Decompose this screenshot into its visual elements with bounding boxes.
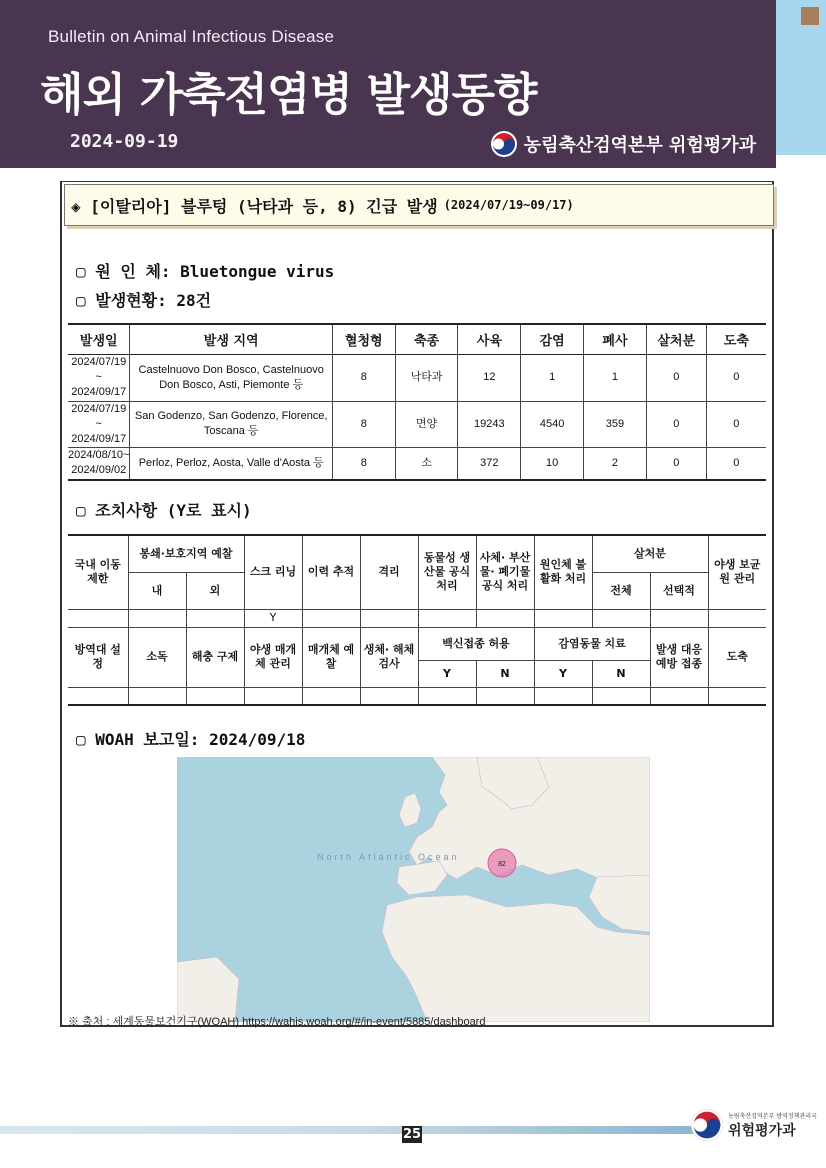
cell-date: 2024/07/19 ~ 2024/09/17 bbox=[68, 354, 130, 401]
value-cell bbox=[244, 687, 302, 705]
source-note: ※ 출처 : 세계동물보건기구(WOAH) https://wahis.woah.org/#/in-event/5885/dashboard bbox=[68, 1016, 486, 1028]
org-label bbox=[490, 130, 756, 158]
footer-org-text bbox=[728, 1111, 817, 1140]
cell-culled: 0 bbox=[646, 401, 706, 447]
hdr-vector-surveillance: 매개체 예찰 bbox=[302, 627, 360, 687]
cell-region: Castelnuovo Don Bosco, Castelnuovo Don Bosco, Asti, Piemonte 등 bbox=[130, 354, 332, 401]
measures-header-row-2a bbox=[68, 627, 766, 660]
taegeuk-logo-icon bbox=[690, 1108, 724, 1142]
value-cell bbox=[68, 609, 128, 627]
value-cell: Y bbox=[244, 609, 302, 627]
hdr-culling-select: 선택적 bbox=[650, 572, 708, 609]
bulletin-subtitle: Bulletin on Animal Infectious Disease bbox=[48, 27, 335, 46]
value-cell bbox=[128, 609, 186, 627]
hdr-wild-vector: 야생 매개체 관리 bbox=[244, 627, 302, 687]
cell-species: 낙타과 bbox=[395, 354, 458, 401]
value-cell bbox=[186, 609, 244, 627]
col-header: 축종 bbox=[395, 324, 458, 354]
hdr-disinfection: 소독 bbox=[128, 627, 186, 687]
hdr-slaughter: 도축 bbox=[708, 627, 766, 687]
value-cell bbox=[650, 609, 708, 627]
cell-infected: 4540 bbox=[521, 401, 584, 447]
cell-raised: 19243 bbox=[458, 401, 521, 447]
cell-serotype: 8 bbox=[332, 401, 395, 447]
measures-value-row-2 bbox=[68, 687, 766, 705]
hdr-prevent-vaccine: 발생 대응 예방 접종 bbox=[650, 627, 708, 687]
header-banner bbox=[0, 0, 776, 168]
taegeuk-logo-icon bbox=[490, 130, 518, 158]
page-number: 25 bbox=[402, 1127, 422, 1142]
hdr-zone: 봉쇄·보호지역 예찰 bbox=[128, 535, 244, 572]
cell-species: 면양 bbox=[395, 401, 458, 447]
page-title: 해외 가축전염병 발생동향 bbox=[40, 68, 537, 121]
report-card bbox=[60, 181, 774, 1027]
hdr-culling: 살처분 bbox=[592, 535, 708, 572]
hdr-product: 동물성 생산물 공식 처리 bbox=[418, 535, 476, 609]
measures-value-row-1 bbox=[68, 609, 766, 627]
table-row bbox=[68, 401, 766, 447]
value-cell bbox=[592, 609, 650, 627]
value-cell bbox=[68, 687, 128, 705]
hdr-zone-in: 내 bbox=[128, 572, 186, 609]
cell-dead: 2 bbox=[584, 447, 647, 480]
cell-infected: 10 bbox=[521, 447, 584, 480]
col-header: 발생 지역 bbox=[130, 324, 332, 354]
value-cell bbox=[360, 609, 418, 627]
woah-report-date: ▢ WOAH 보고일: 2024/09/18 bbox=[76, 730, 306, 749]
hdr-vaccine-y: Y bbox=[418, 660, 476, 687]
hdr-vaccine: 백신접종 허용 bbox=[418, 627, 534, 660]
cell-culled: 0 bbox=[646, 354, 706, 401]
measures-title: ▢ 조치사항 (Y로 표시) bbox=[76, 501, 252, 520]
footer-org-big: 위험평가과 bbox=[728, 1122, 796, 1139]
hdr-treatment-y: Y bbox=[534, 660, 592, 687]
cell-date: 2024/07/19 ~ 2024/09/17 bbox=[68, 401, 130, 447]
value-cell bbox=[302, 609, 360, 627]
cluster-count: 82 bbox=[498, 861, 506, 868]
section-title-text: ◈ [이탈리아] 블루텅 (낙타과 등, 8) 긴급 발생 bbox=[71, 196, 438, 216]
value-cell bbox=[476, 609, 534, 627]
value-cell bbox=[476, 687, 534, 705]
value-cell bbox=[128, 687, 186, 705]
section-title bbox=[64, 184, 774, 226]
hdr-wild-reservoir: 야생 보균원 관리 bbox=[708, 535, 766, 609]
ocean-label: North Atlantic Ocean bbox=[317, 852, 460, 862]
value-cell bbox=[360, 687, 418, 705]
cell-raised: 372 bbox=[458, 447, 521, 480]
cell-infected: 1 bbox=[521, 354, 584, 401]
value-cell bbox=[418, 687, 476, 705]
value-cell bbox=[534, 609, 592, 627]
cell-slaughtered: 0 bbox=[706, 447, 766, 480]
occurrence-header-row bbox=[68, 324, 766, 354]
outbreak-map[interactable] bbox=[177, 757, 650, 1022]
col-header: 혈청형 bbox=[332, 324, 395, 354]
col-header: 사육 bbox=[458, 324, 521, 354]
value-cell bbox=[534, 687, 592, 705]
hdr-domestic: 국내 이동 제한 bbox=[68, 535, 128, 609]
hdr-vital: 생체· 해체 검사 bbox=[360, 627, 418, 687]
cell-region: Perloz, Perloz, Aosta, Valle d'Aosta 등 bbox=[130, 447, 332, 480]
org-name: 농림축산검역본부 위험평가과 bbox=[523, 135, 756, 156]
corner-accent bbox=[801, 7, 819, 25]
cell-date: 2024/08/10~ 2024/09/02 bbox=[68, 447, 130, 480]
col-header: 감염 bbox=[521, 324, 584, 354]
col-header: 살처분 bbox=[646, 324, 706, 354]
footer-bar bbox=[0, 1126, 700, 1134]
hdr-inactivation: 원인체 불활화 처리 bbox=[534, 535, 592, 609]
cell-dead: 359 bbox=[584, 401, 647, 447]
hdr-trace: 이력 추적 bbox=[302, 535, 360, 609]
hdr-zone-out: 외 bbox=[186, 572, 244, 609]
cell-slaughtered: 0 bbox=[706, 354, 766, 401]
value-cell bbox=[650, 687, 708, 705]
measures-table bbox=[68, 534, 766, 706]
cell-serotype: 8 bbox=[332, 354, 395, 401]
map-graphic bbox=[177, 757, 650, 1022]
cell-culled: 0 bbox=[646, 447, 706, 480]
value-cell bbox=[302, 687, 360, 705]
pathogen-line: ▢ 원 인 체: Bluetongue virus bbox=[76, 262, 335, 281]
value-cell bbox=[592, 687, 650, 705]
occurrence-table bbox=[68, 323, 766, 481]
col-header: 발생일 bbox=[68, 324, 130, 354]
value-cell bbox=[186, 687, 244, 705]
table-row bbox=[68, 447, 766, 480]
section-period: (2024/07/19~09/17) bbox=[443, 198, 574, 212]
cell-raised: 12 bbox=[458, 354, 521, 401]
hdr-quarantine: 격리 bbox=[360, 535, 418, 609]
hdr-treatment: 감염동물 치료 bbox=[534, 627, 650, 660]
publish-date: 2024-09-19 bbox=[70, 131, 179, 152]
cell-slaughtered: 0 bbox=[706, 401, 766, 447]
hdr-culling-all: 전체 bbox=[592, 572, 650, 609]
status-line: ▢ 발생현황: 28건 bbox=[76, 291, 212, 310]
value-cell bbox=[708, 609, 766, 627]
col-header: 도축 bbox=[706, 324, 766, 354]
hdr-carcass: 사체· 부산물· 폐기물 공식 처리 bbox=[476, 535, 534, 609]
table-row bbox=[68, 354, 766, 401]
col-header: 폐사 bbox=[584, 324, 647, 354]
hdr-zoning: 방역대 설정 bbox=[68, 627, 128, 687]
hdr-vaccine-n: N bbox=[476, 660, 534, 687]
measures-header-row-1a bbox=[68, 535, 766, 572]
cell-region: San Godenzo, San Godenzo, Florence, Toscana 등 bbox=[130, 401, 332, 447]
hdr-pest: 해충 구제 bbox=[186, 627, 244, 687]
cell-dead: 1 bbox=[584, 354, 647, 401]
value-cell bbox=[418, 609, 476, 627]
footer-org bbox=[690, 1108, 817, 1142]
hdr-screening: 스크 리닝 bbox=[244, 535, 302, 609]
cell-serotype: 8 bbox=[332, 447, 395, 480]
cell-species: 소 bbox=[395, 447, 458, 480]
value-cell bbox=[708, 687, 766, 705]
hdr-treatment-n: N bbox=[592, 660, 650, 687]
footer-org-small: 농림축산검역본부 방역정책관리국 bbox=[728, 1112, 817, 1120]
